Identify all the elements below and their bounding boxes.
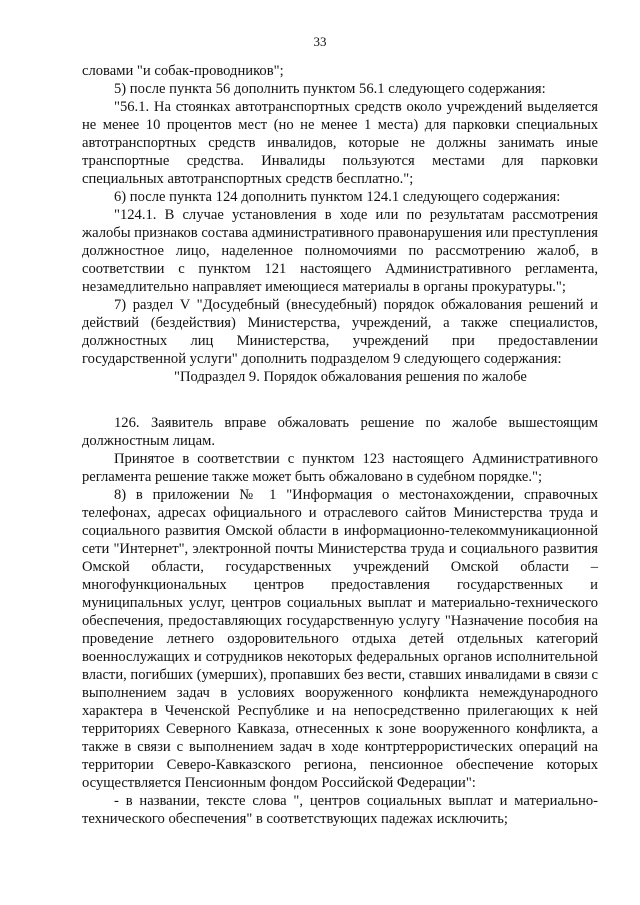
paragraph-item-8: 8) в приложении № 1 "Информация о местонахождении, справочных телефонах, адресах официального и отраслевого сайтов Министерства труда и социального развития Омской области в информационно-телекоммуникационной сети "Интернет", электронной почты Министерства труда и социального развития Омской области, государственных учреждений Омской области – многофункциональных центров предоставления государственных и муниципальных услуг, центров социальных выплат и материально-технического обеспечения, предоставляющих государственную услугу "Назначение пособия на проведение летнего оздоровительного отдыха детей отдельных категорий военнослужащих и сотрудников некоторых федеральных органов исполнительной власти, погибших (умерших), пропавших без вести, ставших инвалидами в связи с выполнением задач в условиях вооруженного конфликта немеждународного характера в Чеченской Республике и на непосредственно прилегающих к ней территориях Северного Кавказа, отнесенных к зоне вооруженного конфликта, а также в связи с выполнением задач в ходе контртеррористических операций на территории Северо-Кавказского региона, пенсионное обеспечение которых осуществляется Пенсионным фондом Российской Федерации": <box>82 487 598 791</box>
document-body <box>82 62 598 828</box>
paragraph-exclusion: - в названии, тексте слова ", центров социальных выплат и материально-технического обеспечения" в соответствующих падежах исключить; <box>82 793 598 827</box>
paragraph-56-1: "56.1. На стоянках автотранспортных средств около учреждений выделяется не менее 10 процентов мест (но не менее 1 места) для парковки специальных автотранспортных средств инвалидов, которые не должны занимать иные транспортные средства. Инвалиды пользуются местами для парковки специальных автотранспортных средств бесплатно."; <box>82 99 598 187</box>
spacer <box>82 386 598 414</box>
page-number: 33 <box>313 34 327 49</box>
paragraph-126: 126. Заявитель вправе обжаловать решение по жалобе вышестоящим должностным лицам. <box>82 415 598 449</box>
paragraph-item-5: 5) после пункта 56 дополнить пунктом 56.1 следующего содержания: <box>114 81 546 97</box>
paragraph-1: словами "и собак-проводников"; <box>82 63 284 79</box>
paragraph-decision-appeal: Принятое в соответствии с пунктом 123 настоящего Административного регламента решение также может быть обжаловано в судебном порядке."; <box>82 451 598 485</box>
paragraph-item-7: 7) раздел V "Досудебный (внесудебный) порядок обжалования решений и действий (бездействия) Министерства, учреждений, а также специалистов, должностных лиц Министерства, учреждений при предоставлении государственной услуги" дополнить подразделом 9 следующего содержания: <box>82 297 598 367</box>
paragraph-item-6: 6) после пункта 124 дополнить пунктом 124.1 следующего содержания: <box>114 189 561 205</box>
paragraph-124-1: "124.1. В случае установления в ходе или по результатам рассмотрения жалобы признаков состава административного правонарушения или преступления должностное лицо, наделенное полномочиями по рассмотрению жалоб, в соответствии с пунктом 121 настоящего Административного регламента, незамедлительно направляет имеющиеся материалы в органы прокуратуры."; <box>82 207 598 295</box>
subsection-heading: "Подраздел 9. Порядок обжалования решения по жалобе <box>174 369 527 385</box>
